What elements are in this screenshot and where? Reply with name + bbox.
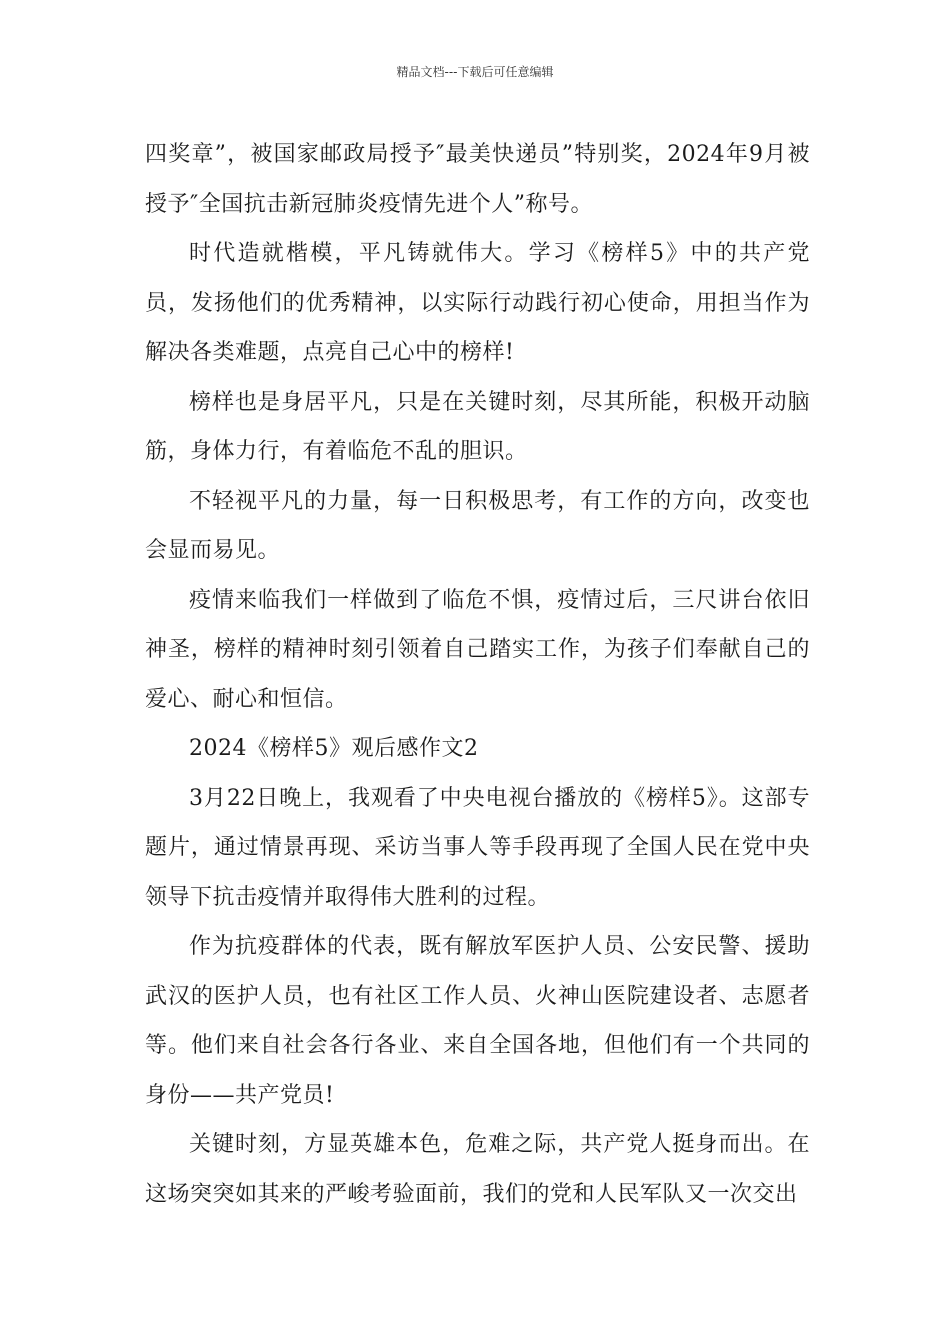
paragraph: 时代造就楷模，平凡铸就伟大。学习《榜样5》中的共产党员，发扬他们的优秀精神，以实际行动践行初心使命，用担当作为解决各类难题，点亮自己心中的榜样! [145,241,810,365]
paragraph: 不轻视平凡的力量，每一日积极思考，有工作的方向，改变也会显而易见。 [145,488,810,563]
page-header: 精品文档---下载后可任意编辑 [396,65,554,79]
section-heading: 2024《榜样5》观后感作文2 [189,736,479,761]
paragraph: 3月22日晚上，我观看了中央电视台播放的《榜样5》。这部专题片，通过情景再现、采访当事人等手段再现了全国人民在党中央领导下抗击疫情并取得伟大胜利的过程。 [145,785,810,910]
paragraph: 疫情来临我们一样做到了临危不惧，疫情过后，三尺讲台依旧神圣，榜样的精神时刻引领着自己踏实工作，为孩子们奉献自己的爱心、耐心和恒信。 [145,587,810,712]
paragraph: 榜样也是身居平凡，只是在关键时刻，尽其所能，积极开动脑筋，身体力行，有着临危不乱的胆识。 [145,389,810,464]
paragraph: 四奖章”，被国家邮政局授予″最美快递员”特别奖，2024年9月被授予″全国抗击新冠肺炎疫情先进个人”称号。 [145,142,810,217]
paragraph: 作为抗疫群体的代表，既有解放军医护人员、公安民警、援助武汉的医护人员，也有社区工作人员、火神山医院建设者、志愿者等。他们来自社会各行各业、来自全国各地，但他们有一个共同的身份——共产党员! [145,934,810,1108]
document-body [145,130,810,1219]
paragraph: 关键时刻，方显英雄本色，危难之际，共产党人挺身而出。在这场突突如其来的严峻考验面前，我们的党和人民军队又一次交出 [145,1132,810,1207]
